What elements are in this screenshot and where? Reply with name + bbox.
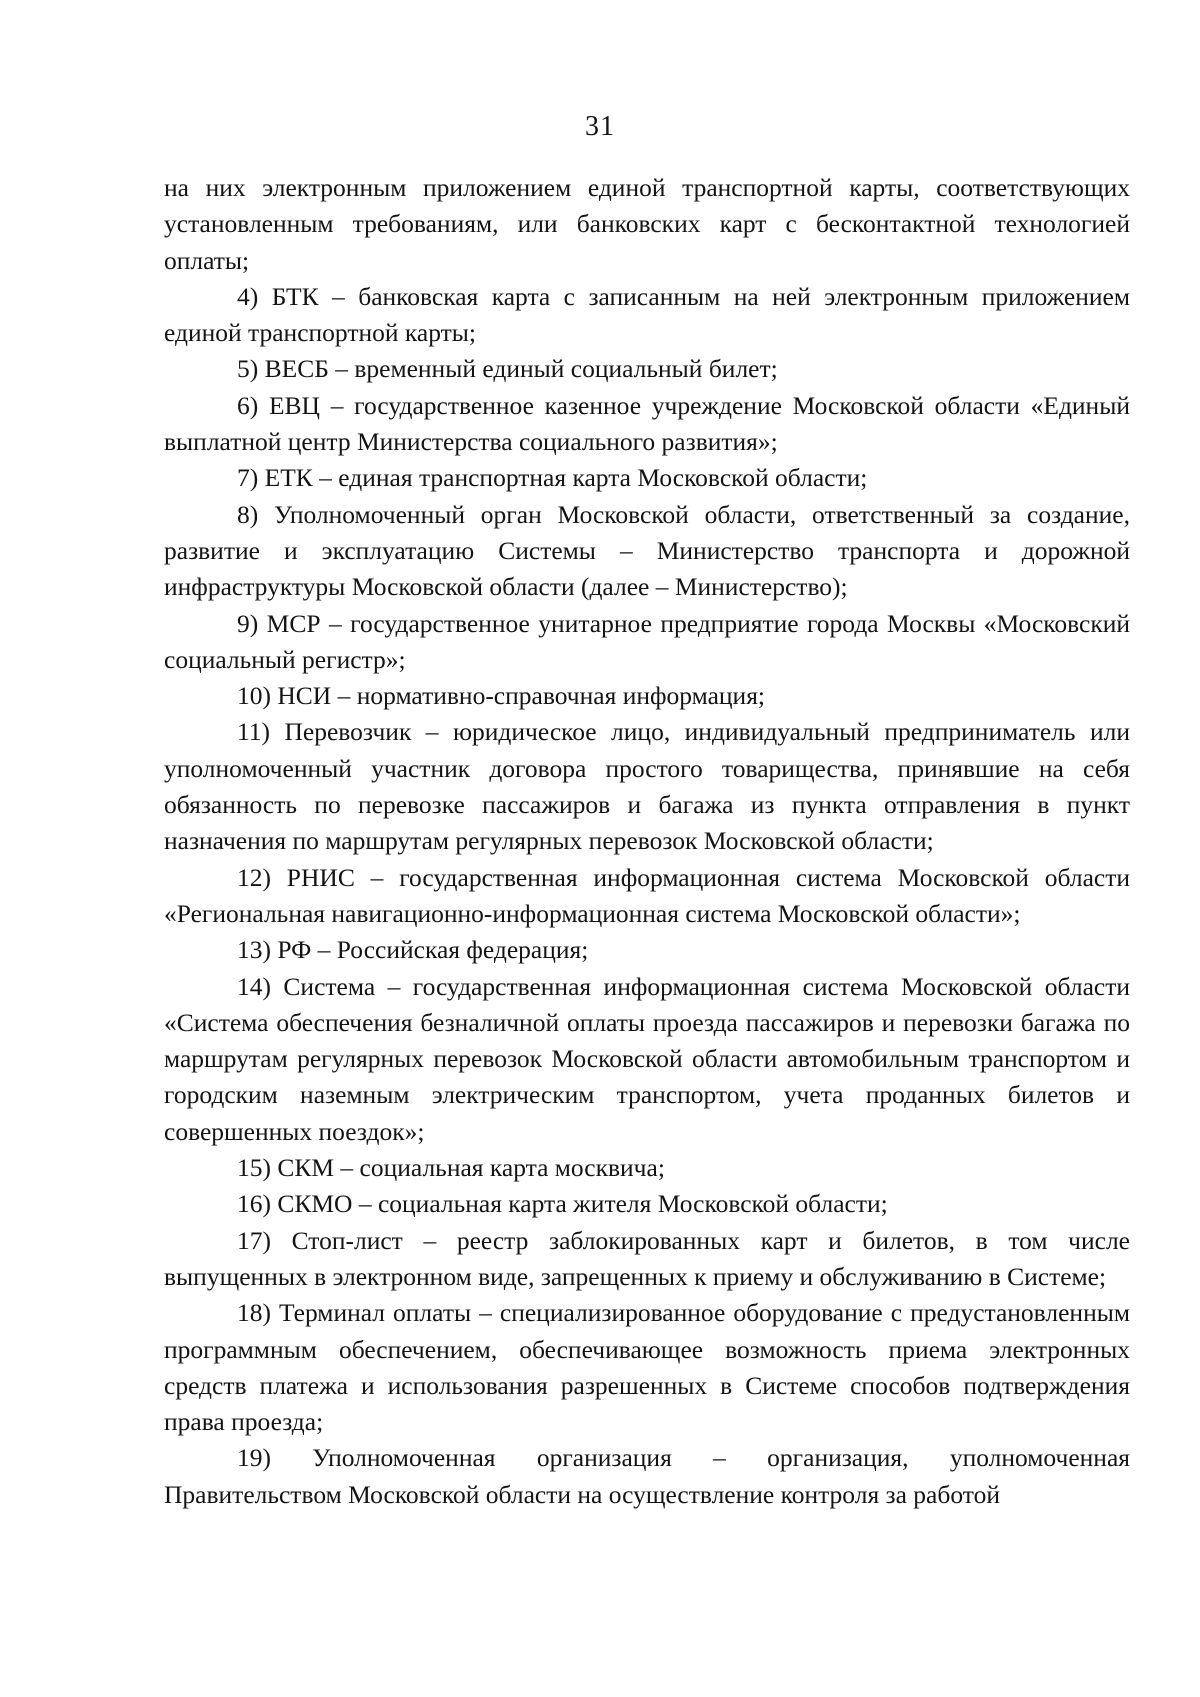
paragraph-continuation: на них электронным приложением единой транспортной карты, соответствующих установленным требованиям, или банковских карт с бесконтактной технологией оплаты; (164, 173, 1130, 275)
definition-item-4: 4) БТК – банковская карта с записанным на ней электронным приложением единой транспортной карты; (164, 281, 1130, 348)
definition-item-8: 8) Уполномоченный орган Московской области, ответственный за создание, развитие и эксплуатацию Системы – Министерство транспорта и дорожной инфраструктуры Московской области (далее – Министерство); (164, 499, 1130, 602)
definition-item-15: 15) СКМ – социальная карта москвича; (237, 1153, 665, 1183)
definition-item-19: 19) Уполномоченная организация – организация, уполномоченная Правительством Московской области на осуществление контроля за работой (164, 1443, 1130, 1509)
definition-item-14: 14) Система – государственная информационная система Московской области «Система обеспечения безналичной оплаты проезда пассажиров и перевозки багажа по маршрутам регулярных перевозок Московской области автомобильным транспортом и городским наземным электрическим транспортом, учета проданных билетов и совершенных поездок»; (164, 971, 1130, 1146)
definition-item-16: 16) СКМО – социальная карта жителя Московской области; (237, 1189, 888, 1219)
definition-item-10: 10) НСИ – нормативно-справочная информация; (237, 681, 766, 711)
definition-item-17: 17) Стоп-лист – реестр заблокированных карт и билетов, в том числе выпущенных в электронном виде, запрещенных к приему и обслуживанию в Системе; (164, 1225, 1130, 1291)
definition-item-13: 13) РФ – Российская федерация; (237, 935, 589, 965)
definition-item-5: 5) ВЕСБ – временный единый социальный билет; (237, 354, 778, 384)
document-body (164, 170, 1130, 1513)
definition-item-11: 11) Перевозчик – юридическое лицо, индивидуальный предприниматель или уполномоченный участник договора простого товарищества, принявшие на себя обязанность по перевозке пассажиров и багажа из пункта отправления в пункт назначения по маршрутам регулярных перевозок Московской области; (164, 717, 1130, 856)
definition-item-7: 7) ЕТК – единая транспортная карта Московской области; (237, 463, 868, 493)
definition-item-12: 12) РНИС – государственная информационная система Московской области «Региональная навигационно-информационная система Московской области»; (164, 862, 1130, 928)
page-number: 31 (585, 111, 615, 142)
definition-item-6: 6) ЕВЦ – государственное казенное учреждение Московской области «Единый выплатной центр Министерства социального развития»; (164, 390, 1130, 457)
definition-item-9: 9) МСР – государственное унитарное предприятие города Москвы «Московский социальный регистр»; (164, 608, 1130, 674)
definition-item-18: 18) Терминал оплаты – специализированное оборудование с предустановленным программным обеспечением, обеспечивающее возможность приема электронных средств платежа и использования разрешенных в Системе способов подтверждения права проезда; (164, 1298, 1130, 1437)
